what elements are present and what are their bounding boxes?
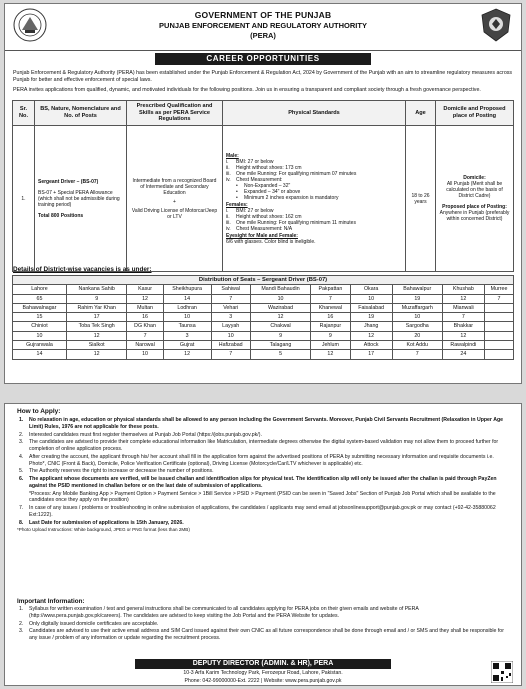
how-to-apply-item-text: Interested candidates must first register themselves at Punjab Job Portal (https://jobs.punjab.gov.pk/). bbox=[29, 431, 262, 438]
district-seats-cell: 7 bbox=[485, 294, 514, 303]
col-header-qualification: Prescribed Qualification and Skills as per PERA Service Regulations bbox=[127, 101, 223, 126]
district-seats-cell: 12 bbox=[66, 331, 127, 340]
header-line-2: PUNJAB ENFORCEMENT AND REGULATORY AUTHORITY bbox=[159, 21, 367, 31]
district-seats-cell: 5 bbox=[250, 350, 310, 359]
how-to-apply-item-number: 1. bbox=[19, 417, 24, 423]
important-info-item-number: 2. bbox=[19, 620, 24, 627]
district-name-cell: Rahim Yar Khan bbox=[66, 303, 127, 312]
how-to-apply-item bbox=[17, 476, 511, 490]
male-standard-item-text: Chest Measurement: bbox=[236, 177, 283, 184]
col-header-physical: Physical Standards bbox=[223, 101, 406, 126]
district-name-cell: Pakpattan bbox=[311, 285, 350, 294]
how-to-apply-item-text: The candidates are advised to provide their complete educational information like Matriculation, intermediate degrees otherwise the digital system-based validation may not allow them to proceed further for completion of online application process. bbox=[29, 439, 499, 452]
footer-title: DEPUTY DIRECTOR (ADMIN. & HR), PERA bbox=[135, 659, 391, 669]
how-to-apply-item bbox=[17, 520, 511, 527]
district-seats-row bbox=[13, 313, 514, 322]
district-seats-cell: 20 bbox=[392, 331, 442, 340]
male-standard-item-text: Expanded – 34" or above bbox=[244, 189, 301, 196]
district-seats-cell: 10 bbox=[250, 294, 310, 303]
female-heading: Females: bbox=[226, 202, 248, 209]
district-seats-cell: 10 bbox=[392, 313, 442, 322]
how-to-apply-item-number: 2. bbox=[19, 431, 24, 438]
career-opportunities-banner: CAREER OPPORTUNITIES bbox=[155, 53, 371, 65]
post-total: Total 800 Positions bbox=[38, 212, 84, 219]
male-standard-item-text: Minimum 2 inches expansion is mandatory bbox=[244, 195, 339, 202]
male-standard-item-number: i. bbox=[226, 159, 229, 166]
district-name-cell: Okara bbox=[350, 285, 392, 294]
how-to-apply-item bbox=[17, 417, 511, 431]
district-name-cell: Vehari bbox=[211, 303, 250, 312]
district-seats-row bbox=[13, 331, 514, 340]
district-name-cell: Faisalabad bbox=[350, 303, 392, 312]
district-name-row bbox=[13, 303, 514, 312]
district-seats-cell: 9 bbox=[250, 331, 310, 340]
district-name-cell: Khushab bbox=[442, 285, 484, 294]
district-name-cell: DG Khan bbox=[127, 322, 163, 331]
district-seats-cell: 7 bbox=[311, 294, 350, 303]
district-name-cell: Mianwali bbox=[442, 303, 484, 312]
district-name-cell: Bahawalpur bbox=[392, 285, 442, 294]
cell-qualification bbox=[127, 126, 223, 272]
how-to-apply-item bbox=[17, 468, 511, 475]
district-name-row bbox=[13, 341, 514, 350]
male-standard-item-text: Non-Expanded – 32" bbox=[244, 183, 291, 190]
district-name-cell: Murree bbox=[485, 285, 514, 294]
domicile-heading: Domicile: bbox=[463, 175, 486, 182]
district-seats-cell: 12 bbox=[442, 294, 484, 303]
district-name-cell: Sialkot bbox=[66, 341, 127, 350]
important-info-item bbox=[17, 606, 511, 620]
male-standard-item-number: • bbox=[236, 189, 238, 196]
male-standard-item-number: iii. bbox=[226, 171, 231, 178]
important-info-item-number: 3. bbox=[19, 628, 24, 635]
district-name-cell: Rawalpindi bbox=[442, 341, 484, 350]
how-to-apply-item-number: 4. bbox=[19, 453, 24, 460]
intro-paragraph-2: PERA invites applications from qualified, dynamic, and motivated individuals for the following positions. Join us in ensuring a transparent and compliant society through a fresh governance perspective. bbox=[13, 87, 481, 94]
photo-upload-note: *Photo Upload Instructions: White background, JPEG or PNG format (less than 2MB) bbox=[17, 527, 190, 533]
how-to-apply-item-text: No relaxation in age, education or physical standards shall be allowed to any person including the Government Servants. Moreover, Punjab Civil Servants Recruitment (Relaxation in Upper Age Limit) Rules, 1976 are not applicable for these posts. bbox=[29, 417, 503, 430]
footer-contact: Phone: 042-99000000-Ext. 2222 | Website: www.pera.punjab.gov.pk bbox=[184, 677, 342, 684]
district-seats-cell: 65 bbox=[13, 294, 67, 303]
district-name-cell: Talagang bbox=[250, 341, 310, 350]
female-standard-item bbox=[226, 226, 402, 232]
punjab-govt-seal-icon bbox=[13, 8, 47, 42]
important-info-item-text: Candidates are advised to use their active email address and SIM Card issued against their own CNIC as all future correspondence shall be done through email and / or SMS and they shall be responsible for any issue / problem of any information or update regarding the recruitment process. bbox=[29, 628, 504, 641]
district-seats-cell: 12 bbox=[66, 350, 127, 359]
col-header-age: Age bbox=[406, 101, 436, 126]
how-to-apply-item-number: 6. bbox=[19, 476, 24, 482]
district-name-cell: Lahore bbox=[13, 285, 67, 294]
cell-age: 18 to 26 years bbox=[406, 126, 436, 272]
district-seats-cell: 7 bbox=[442, 313, 484, 322]
col-header-domicile: Domicile and Proposed place of Posting bbox=[436, 101, 514, 126]
district-seats-cell: 17 bbox=[66, 313, 127, 322]
license-text: Valid Driving License of Motorcar/Jeep or LTV bbox=[131, 207, 218, 220]
district-seats-cell: 14 bbox=[13, 350, 67, 359]
district-name-cell: Bahawalnagar bbox=[13, 303, 67, 312]
intro-text bbox=[13, 70, 513, 97]
district-name-cell: Muzaffargarh bbox=[392, 303, 442, 312]
district-seats-cell: 10 bbox=[163, 313, 211, 322]
page-header bbox=[5, 4, 521, 51]
female-standard-item-text: BMI: 27 or below bbox=[236, 208, 274, 215]
district-seats-cell: 10 bbox=[127, 350, 163, 359]
district-seats-cell: 12 bbox=[250, 313, 310, 322]
district-vacancies-title: Details of District-wise vacancies is as under: bbox=[13, 266, 152, 273]
district-seats-cell: 16 bbox=[311, 313, 350, 322]
how-to-apply-item bbox=[17, 454, 511, 468]
district-name-cell: Hafizabad bbox=[211, 341, 250, 350]
how-to-apply-item-number: 3. bbox=[19, 439, 24, 446]
important-info-item bbox=[17, 628, 511, 642]
district-name-cell: Chakwal bbox=[250, 322, 310, 331]
header-title-block bbox=[65, 10, 461, 40]
district-name-row bbox=[13, 322, 514, 331]
how-to-apply-item-text: Last Date for submission of applications is 15th January, 2026. bbox=[29, 519, 184, 526]
female-standard-item-number: ii. bbox=[226, 214, 230, 221]
district-seats-cell: 7 bbox=[211, 294, 250, 303]
district-seats-cell: 12 bbox=[350, 331, 392, 340]
district-seats-cell: 16 bbox=[127, 313, 163, 322]
district-name-cell: Chiniot bbox=[13, 322, 67, 331]
pera-badge-icon bbox=[479, 8, 513, 42]
footer-address: 10-3 Arfa Karim Technology Park, Ferozepur Road, Lahore, Pakistan. bbox=[183, 670, 343, 677]
district-name-cell: Attock bbox=[350, 341, 392, 350]
qualification-plus: + bbox=[173, 198, 176, 205]
male-standard-item-number: • bbox=[236, 195, 238, 202]
col-header-post: BS, Nature, Nomenclature and No. of Posts bbox=[35, 101, 127, 126]
female-standard-item-text: Height without shoes: 162 cm bbox=[236, 214, 302, 221]
male-standard-item-number: iv. bbox=[226, 177, 231, 184]
district-seats-row bbox=[13, 294, 514, 303]
district-seats-cell bbox=[485, 313, 514, 322]
district-name-cell: Lodhran bbox=[163, 303, 211, 312]
male-heading: Male: bbox=[226, 153, 239, 160]
district-name-cell: Bhakkar bbox=[442, 322, 484, 331]
header-line-3: (PERA) bbox=[250, 31, 276, 41]
female-standard-item-number: iv. bbox=[226, 226, 231, 233]
how-to-apply-item-text: In case of any issues / problems or troubleshooting in online submission of applications, the candidates / applicants may send email at jobsonlinesupport@punjab.gov.pk or may contact (+92-42-35880062 Ext:1222). bbox=[29, 505, 496, 518]
district-name-row bbox=[13, 285, 514, 294]
district-name-cell: Layyah bbox=[211, 322, 250, 331]
district-seats-cell: 14 bbox=[163, 294, 211, 303]
how-to-apply-list bbox=[17, 417, 511, 533]
intro-paragraph-1: Punjab Enforcement & Regulatory Authority (PERA) has been established under the Punjab Enforcement & Regulation Act, 2024 by Government of the Punjab with an aim to streamline regulatory measures across Punjab for better and effective enforcement of special laws. bbox=[13, 70, 513, 84]
district-name-cell: Sheikhupura bbox=[163, 285, 211, 294]
district-name-cell: Narowal bbox=[127, 341, 163, 350]
qualification-text: Intermediate from a recognized Board of Intermediate and Secondary Education bbox=[132, 177, 217, 196]
advertisement-page-1 bbox=[4, 3, 522, 384]
district-seats-cell: 12 bbox=[311, 350, 350, 359]
district-seats-cell: 3 bbox=[163, 331, 211, 340]
district-name-cell: Wazirabad bbox=[250, 303, 310, 312]
district-seats-cell: 7 bbox=[127, 331, 163, 340]
district-name-cell: Toba Tek Singh bbox=[66, 322, 127, 331]
district-seats-cell: 19 bbox=[392, 294, 442, 303]
footer-block bbox=[135, 659, 391, 684]
district-name-cell: Nankana Sahib bbox=[66, 285, 127, 294]
district-name-cell: Khanewal bbox=[311, 303, 350, 312]
how-to-apply-item-number: 5. bbox=[19, 468, 24, 475]
header-line-1: GOVERNMENT OF THE PUNJAB bbox=[194, 10, 332, 20]
posting-heading: Proposed place of Posting: bbox=[442, 204, 507, 211]
district-seats-cell: 9 bbox=[66, 294, 127, 303]
district-name-cell: Taunsa bbox=[163, 322, 211, 331]
male-standard-item-number: ii. bbox=[226, 165, 230, 172]
how-to-apply-item bbox=[17, 439, 511, 453]
how-to-apply-item-text: After creating the account, the applicant through his/ her account shall fill in the application form against the advertised positions of PERA by submitting necessary information and requisite documents i.e. Photo*, CNIC (Front & Back), Domicile, Police Verification Certificate (optional), Driving License (Motorcycle/Car/LTV whichever is applicable) etc. bbox=[29, 453, 494, 467]
female-standard-item-text: Chest Measurement: N/A bbox=[236, 226, 293, 233]
important-info-item bbox=[17, 621, 511, 628]
district-seats-cell: 12 bbox=[163, 350, 211, 359]
district-name-cell: Jhang bbox=[350, 322, 392, 331]
posts-table bbox=[12, 100, 514, 272]
district-name-cell: Multan bbox=[127, 303, 163, 312]
qr-code-icon[interactable] bbox=[491, 661, 513, 683]
district-name-cell bbox=[485, 303, 514, 312]
district-seats-cell: 17 bbox=[350, 350, 392, 359]
col-header-sr: Sr. No. bbox=[13, 101, 35, 126]
how-to-apply-item bbox=[17, 505, 511, 519]
district-seats-cell: 12 bbox=[127, 294, 163, 303]
district-name-cell: Sahiwal bbox=[211, 285, 250, 294]
cell-post bbox=[35, 126, 127, 272]
how-to-apply-item-text: *Process: Any Mobile Banking App > Payment Option > Payment Service > 1Bill Service > PSID > Payment (PSID can be seen in "Saved Jobs" Section of Punjab Job Portal which shall be available to the candidates once they apply on the position) bbox=[29, 490, 496, 504]
district-seats-cell: 3 bbox=[211, 313, 250, 322]
important-info-item-text: Only digitally issued domicile certificates are acceptable. bbox=[29, 620, 159, 627]
male-standard-item-text: BMI: 27 or below bbox=[236, 159, 274, 166]
how-to-apply-item bbox=[17, 432, 511, 439]
district-seats-cell: 9 bbox=[311, 331, 350, 340]
important-info-item-text: Syllabus for written examination / test and general instructions shall be communicated to all candidates applying for PERA jobs on their given emails and website of PERA (http://www.pera.punjab.gov.pk/careers). The candidates are advised to keep visiting the Job Portal and the PERA Website for updates. bbox=[29, 606, 419, 619]
district-seats-cell: 15 bbox=[13, 313, 67, 322]
district-seats-cell: 10 bbox=[350, 294, 392, 303]
female-standard-item-text: One mile Running: For qualifying minimum 11 minutes bbox=[236, 220, 356, 227]
how-to-apply-title: How to Apply: bbox=[17, 408, 61, 415]
district-seats-cell: 7 bbox=[392, 350, 442, 359]
district-seats-row bbox=[13, 350, 514, 359]
cell-physical-standards bbox=[223, 126, 406, 272]
how-to-apply-item-text: The Authority reserves the right to increase or decrease the number of positions. bbox=[29, 468, 214, 475]
district-seats-cell: 24 bbox=[442, 350, 484, 359]
male-standard-item-number: • bbox=[236, 183, 238, 190]
district-name-cell: Kasur bbox=[127, 285, 163, 294]
district-name-cell bbox=[485, 322, 514, 331]
district-name-cell bbox=[485, 341, 514, 350]
district-seats-cell: 10 bbox=[211, 331, 250, 340]
district-seats-cell: 7 bbox=[211, 350, 250, 359]
district-seats-cell: 12 bbox=[442, 331, 484, 340]
district-name-cell: Gujrat bbox=[163, 341, 211, 350]
female-standard-item-number: iii. bbox=[226, 220, 231, 227]
district-table-header: Distribution of Seats – Sergeant Driver (BS-07) bbox=[13, 276, 514, 285]
female-standards-list bbox=[226, 208, 402, 232]
district-vacancies-table bbox=[12, 275, 514, 360]
male-standard-item-text: Height without shoes: 173 cm bbox=[236, 165, 302, 172]
district-seats-cell: 10 bbox=[13, 331, 67, 340]
important-info-list bbox=[17, 606, 511, 643]
district-name-cell: Jehlum bbox=[311, 341, 350, 350]
important-info-title: Important Information: bbox=[17, 598, 85, 605]
how-to-apply-item-text: The applicant whose documents are verified, will be issued challan and identification slips for physical test. The identification slip will only be issued after the challan is paid through PayZen against the PSID mentioned in challan before or on the last date of submission of applications. bbox=[29, 476, 497, 489]
district-seats-cell bbox=[485, 350, 514, 359]
district-seats-cell: 19 bbox=[350, 313, 392, 322]
post-description: BS-07 + Special PERA Allowance (which shall not be admissible during training period) bbox=[38, 189, 120, 208]
how-to-apply-item-number: 7. bbox=[19, 505, 24, 511]
advertisement-page-2 bbox=[4, 403, 522, 686]
male-standard-item-text: One mile Running: For qualifying minimum 07 minutes bbox=[236, 171, 357, 178]
district-name-cell: Mandi Bahaudin bbox=[250, 285, 310, 294]
female-standard-item-number: i. bbox=[226, 208, 229, 215]
important-info-item-number: 1. bbox=[19, 606, 24, 612]
district-seats-cell bbox=[485, 331, 514, 340]
post-title: Sergeant Driver – (BS-07) bbox=[38, 178, 99, 185]
domicile-text: All Punjab (Merit shall be calculated on the basis of District Cadre) bbox=[446, 181, 503, 200]
cell-sr: 1. bbox=[13, 126, 35, 272]
male-standards-list bbox=[226, 159, 402, 201]
cell-domicile bbox=[436, 126, 514, 272]
district-name-cell: Kot Addu bbox=[392, 341, 442, 350]
posting-text: Anywhere in Punjab (preferably within concerned District) bbox=[439, 210, 510, 223]
how-to-apply-item-number: 8. bbox=[19, 519, 24, 526]
male-standard-item bbox=[226, 195, 402, 201]
district-name-cell: Gujranwala bbox=[13, 341, 67, 350]
district-name-cell: Rajanpur bbox=[311, 322, 350, 331]
how-to-apply-item bbox=[17, 491, 511, 505]
eyesight-heading: Eyesight for Male and Female: bbox=[226, 233, 298, 240]
district-name-cell: Sargodha bbox=[392, 322, 442, 331]
eyesight-text: 6/6 with glasses. Color blind is ineligible. bbox=[226, 239, 316, 246]
